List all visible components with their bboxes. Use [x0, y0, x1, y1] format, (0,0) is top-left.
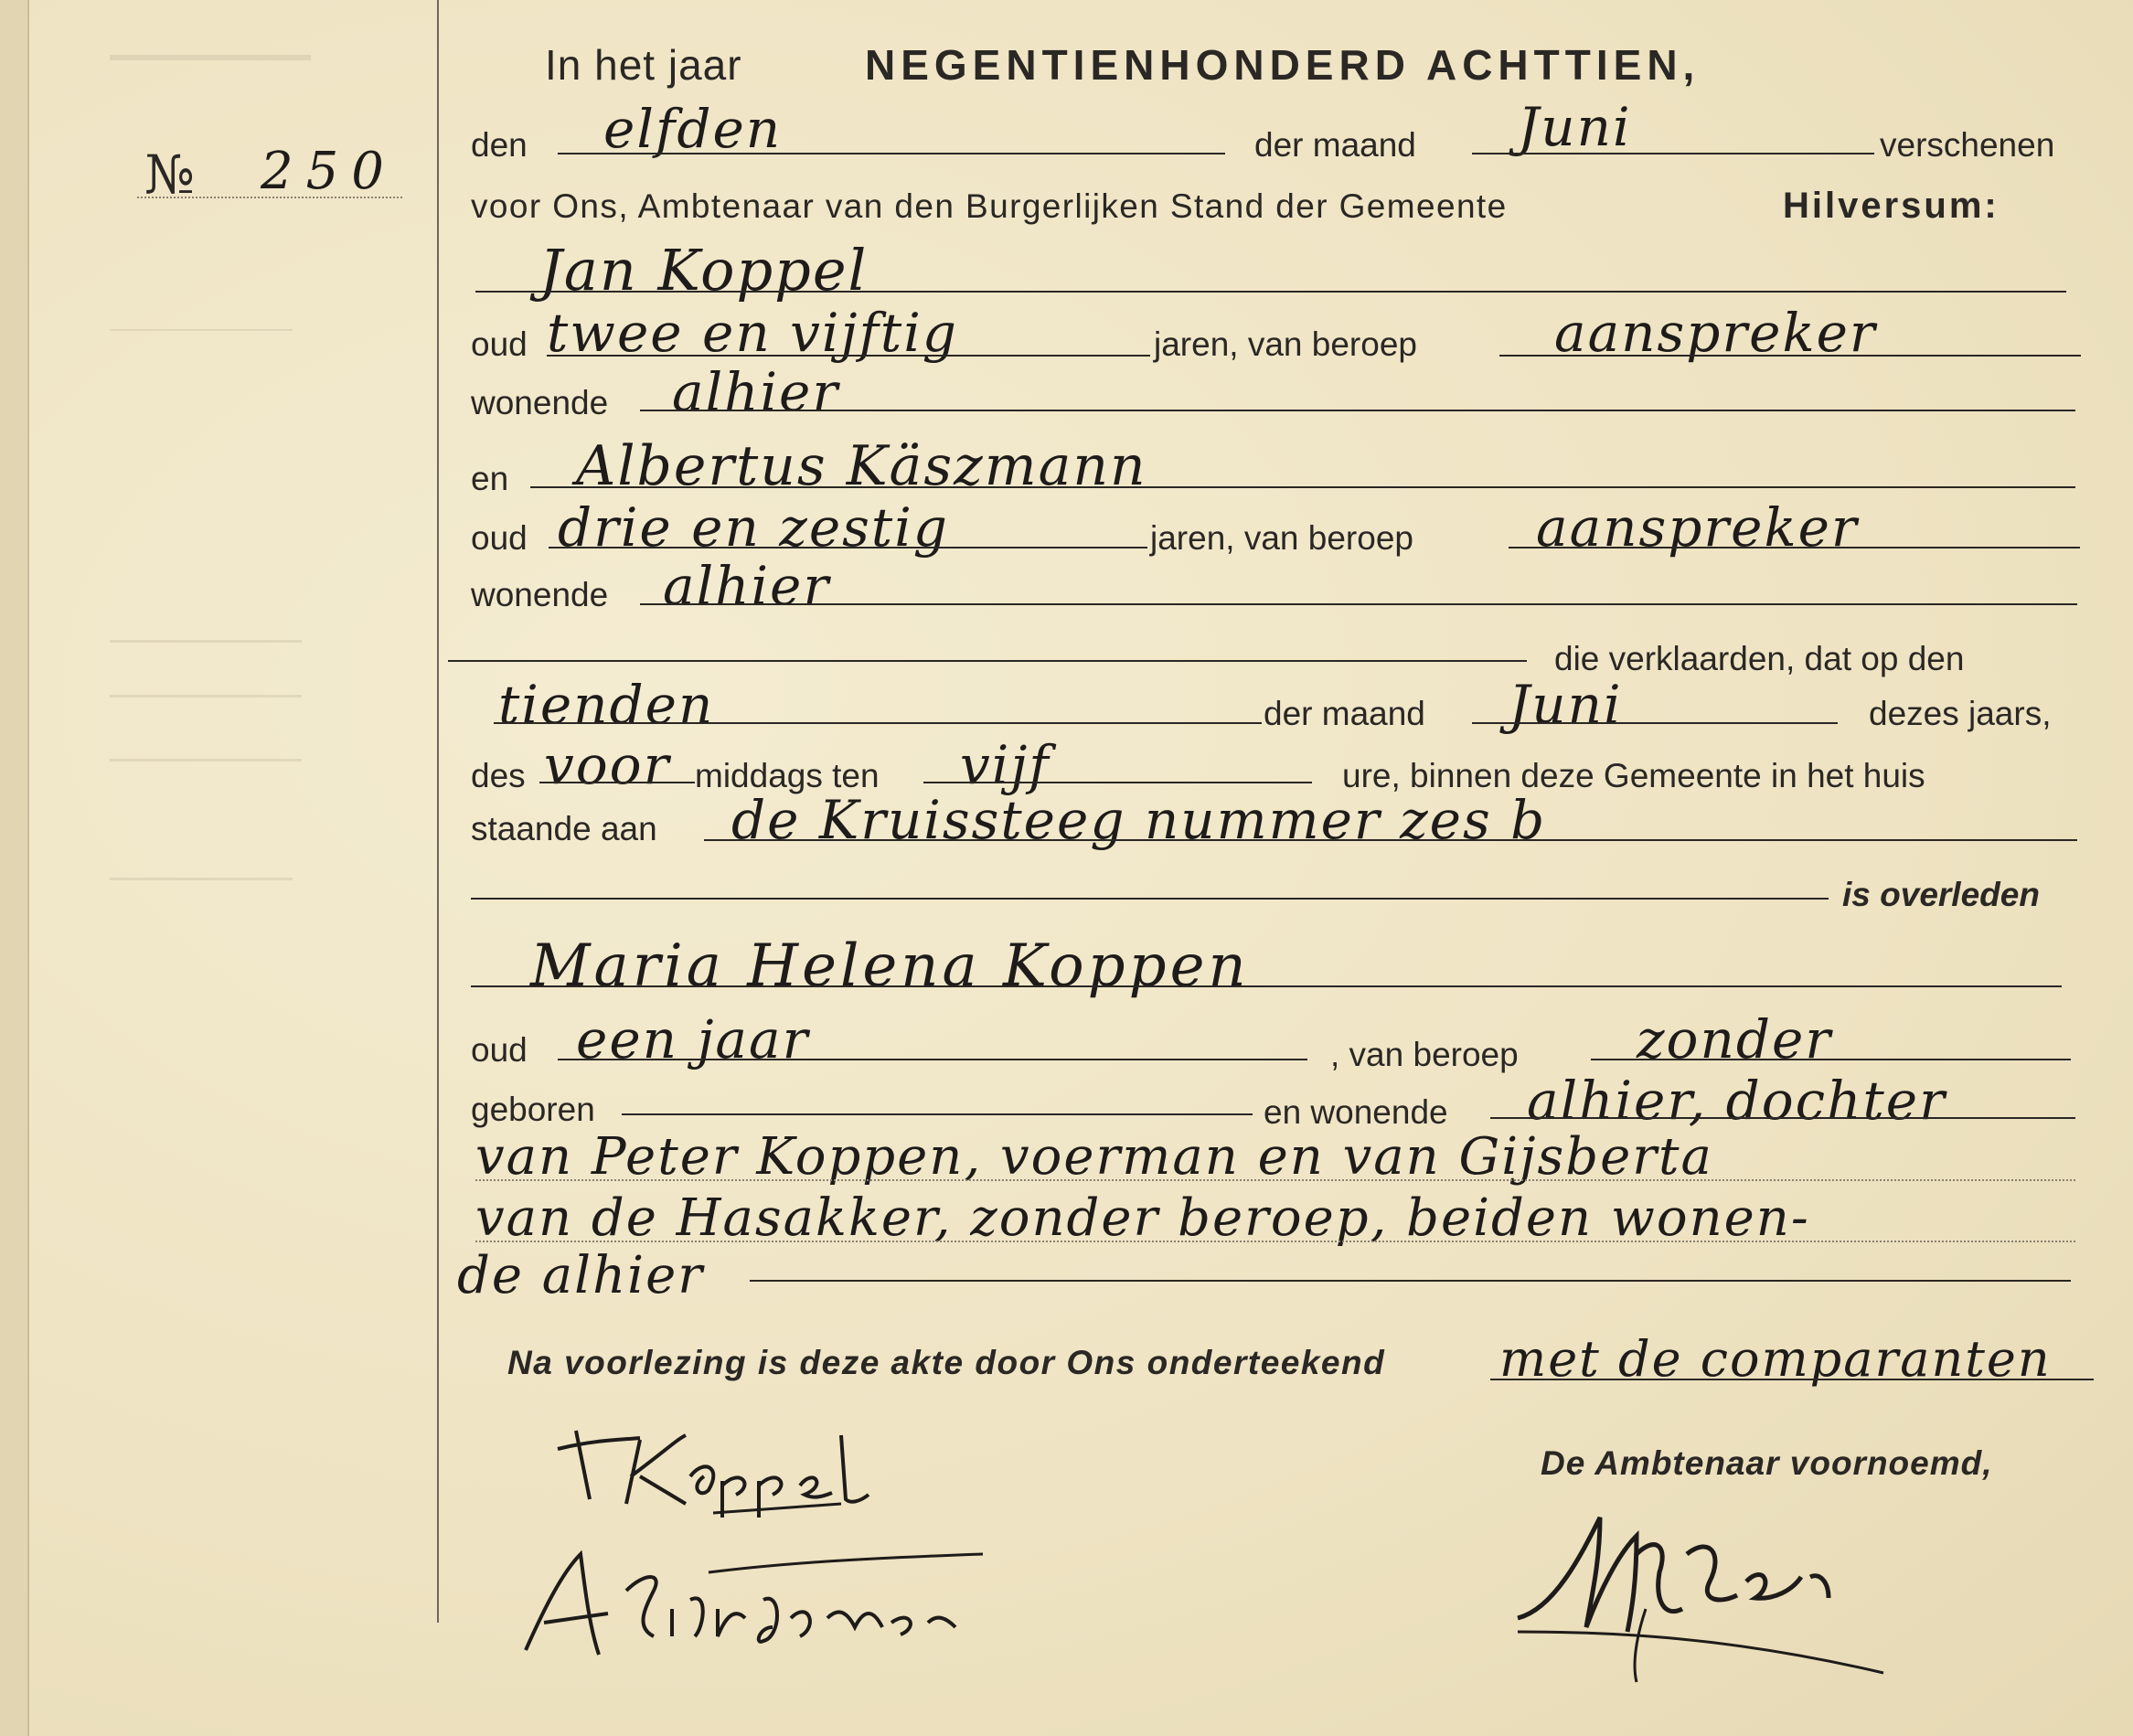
- line-witness2-residence: [640, 603, 2077, 605]
- label-verschenen: verschenen: [1880, 126, 2055, 164]
- witness1-name: Jan Koppel: [539, 237, 869, 304]
- label-verklaarden: die verklaarden, dat op den: [1554, 640, 1965, 677]
- dagdeel: voor: [544, 734, 671, 796]
- line-month-appearance: [1472, 153, 1874, 154]
- line-day-appearance: [558, 153, 1225, 154]
- label-oud-3: oud: [471, 1031, 528, 1069]
- line-residence: [1490, 1117, 2075, 1119]
- month-death: Juni: [1509, 674, 1623, 736]
- label-van-beroep: , van beroep: [1330, 1036, 1519, 1073]
- label-geboren: geboren: [471, 1091, 595, 1128]
- signature-witness2: [507, 1536, 1093, 1673]
- label-staande-aan: staande aan: [471, 810, 657, 847]
- line-witness2-occupation: [1509, 547, 2080, 548]
- line-deceased-name: [471, 985, 2062, 987]
- number-symbol: №: [144, 144, 195, 206]
- label-wonende-1: wonende: [471, 384, 609, 421]
- label-oud-2: oud: [471, 519, 528, 557]
- label-jaren-beroep-2: jaren, van beroep: [1150, 519, 1413, 557]
- line-deceased-occupation: [1591, 1059, 2071, 1060]
- witness2-name: Albertus Käszmann: [576, 434, 1147, 498]
- day-appearance: elfden: [603, 98, 783, 160]
- line-hour: [923, 782, 1312, 783]
- line-witness2-age: [549, 547, 1147, 548]
- heading-prefix: In het jaar: [545, 41, 742, 89]
- line-witness1-age: [547, 355, 1150, 357]
- number-underline: [137, 197, 402, 198]
- deceased-age: een jaar: [576, 1008, 810, 1070]
- month-appearance: Juni: [1518, 96, 1632, 158]
- label-is-overleden: is overleden: [1842, 876, 2040, 913]
- address: de Kruissteeg nummer zes b: [731, 789, 1547, 851]
- label-dezes-jaars: dezes jaars,: [1869, 695, 2052, 732]
- line-parents-1: [475, 1179, 2075, 1181]
- label-ambtenaar: De Ambtenaar voornoemd,: [1541, 1444, 1993, 1482]
- day-death: tienden: [498, 674, 715, 736]
- left-margin-stub: [0, 0, 29, 1736]
- parents-line-3: de alhier: [457, 1246, 704, 1305]
- parents-line-1: van Peter Koppen, voerman en van Gijsberta: [475, 1127, 1713, 1187]
- deceased-occupation: zonder: [1637, 1008, 1833, 1070]
- line-signed-with: [1490, 1379, 2094, 1380]
- line-dagdeel: [539, 782, 695, 783]
- label-oud-1: oud: [471, 325, 528, 363]
- deceased-name: Maria Helena Koppen: [530, 932, 1250, 1000]
- record-number: 250: [261, 142, 397, 201]
- hour: vijf: [960, 734, 1051, 796]
- label-wonende-2: wonende: [471, 576, 609, 613]
- heading-year: NEGENTIENHONDERD ACHTTIEN,: [865, 41, 1701, 89]
- gemeente-name: Hilversum:: [1783, 186, 2000, 226]
- witness1-residence: alhier: [672, 361, 840, 423]
- label-middags-ten: middags ten: [695, 757, 880, 794]
- line-deceased-age: [558, 1059, 1307, 1060]
- label-der-maand-2: der maand: [1264, 695, 1425, 732]
- line-parents-2: [475, 1241, 2075, 1242]
- witness2-age: drie en zestig: [558, 496, 949, 559]
- witness1-occupation: aanspreker: [1554, 302, 1877, 364]
- witness2-residence: alhier: [663, 555, 831, 617]
- margin-rule: [437, 0, 439, 1623]
- label-der-maand-1: der maand: [1254, 126, 1416, 164]
- line-blank-declaration: [448, 660, 1527, 662]
- line-address: [704, 839, 2077, 841]
- line-birthplace: [622, 1113, 1253, 1115]
- witness2-occupation: aanspreker: [1536, 496, 1859, 559]
- line-witness1-residence: [640, 410, 2075, 411]
- label-jaren-beroep-1: jaren, van beroep: [1154, 325, 1417, 363]
- line-month-death: [1472, 722, 1838, 724]
- witness1-age: twee en vijftig: [547, 302, 958, 364]
- line-witness1-occupation: [1499, 355, 2081, 357]
- label-des: des: [471, 757, 526, 794]
- label-na-voorlezing: Na voorlezing is deze akte door Ons onderteekend: [507, 1344, 1386, 1381]
- line-witness1-name: [475, 291, 2066, 293]
- label-den: den: [471, 126, 528, 164]
- label-voor-ons: voor Ons, Ambtenaar van den Burgerlijken Stand der Gemeente: [471, 187, 1508, 225]
- signature-witness1: [539, 1412, 942, 1522]
- line-witness2-name: [530, 486, 2075, 488]
- label-en-wonende: en wonende: [1264, 1093, 1448, 1131]
- signed-with: met de comparanten: [1499, 1330, 2052, 1388]
- line-parents-3: [750, 1280, 2071, 1282]
- label-en: en: [471, 460, 509, 497]
- residence-line: alhier, dochter: [1527, 1070, 1946, 1132]
- label-ure-binnen: ure, binnen deze Gemeente in het huis: [1342, 757, 1925, 794]
- parents-line-2: van de Hasakker, zonder beroep, beiden wonen-: [475, 1188, 1810, 1248]
- signature-ambtenaar: [1499, 1499, 1938, 1691]
- line-blank-overleden: [471, 898, 1829, 900]
- line-day-death: [494, 722, 1262, 724]
